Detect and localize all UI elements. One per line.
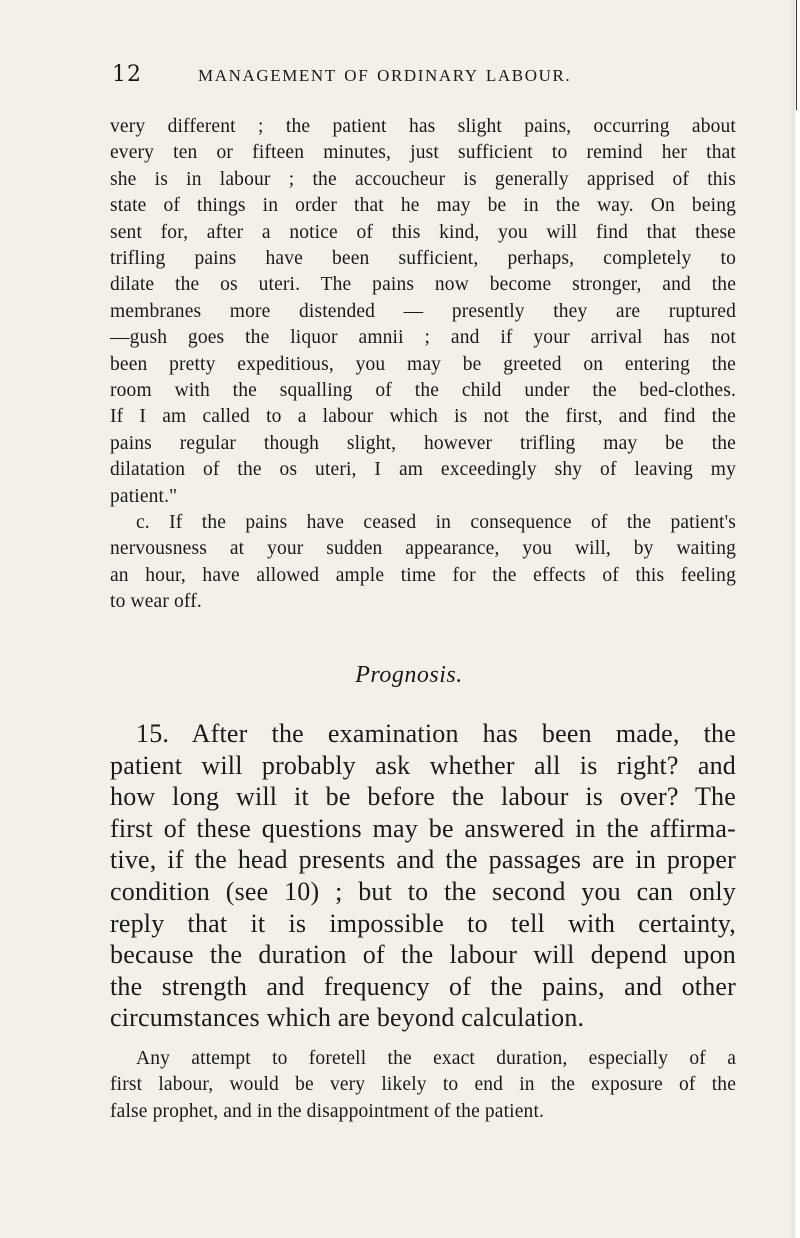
text-line: dilatation of the os uteri, I am exceedingly shy of leaving my bbox=[110, 459, 736, 481]
text-line: how long will it be before the labour is over? The bbox=[110, 782, 736, 812]
text-line: membranes more distended — presently they are ruptured bbox=[110, 300, 736, 322]
text-line: If I am called to a labour which is not the first, and find the bbox=[110, 406, 736, 428]
text-line: pains regular though slight, however trifling may be the bbox=[110, 432, 736, 454]
paragraph-4 bbox=[110, 1046, 736, 1125]
page-number: 12 bbox=[112, 62, 142, 87]
text-line: state of things in order that he may be in the way. On being bbox=[110, 195, 736, 217]
text-line: reply that it is impossible to tell with certainty, bbox=[110, 908, 736, 938]
text-line: —gush goes the liquor amnii ; and if your arrival has not bbox=[110, 327, 736, 349]
paragraph-2 bbox=[110, 510, 736, 616]
text-line: the strength and frequency of the pains, and other bbox=[110, 971, 736, 1001]
text-line: to wear off. bbox=[110, 591, 202, 613]
text-line: circumstances which are beyond calculation. bbox=[110, 1003, 585, 1033]
text-line: very different ; the patient has slight pains, occurring about bbox=[110, 116, 736, 137]
text-line: sent for, after a notice of this kind, you will find that these bbox=[110, 221, 736, 243]
text-line: condition (see 10) ; but to the second you can only bbox=[110, 876, 736, 906]
text-line: 15. After the examination has been made, the bbox=[136, 719, 736, 748]
text-line: c. If the pains have ceased in consequence of the patient's bbox=[136, 512, 736, 533]
text-line: patient will probably ask whether all is right? and bbox=[110, 750, 736, 780]
text-line: an hour, have allowed ample time for the effects of this feeling bbox=[110, 564, 736, 586]
text-line: room with the squalling of the child under the bed-clothes. bbox=[110, 380, 736, 402]
text-line: been pretty expeditious, you may be greeted on entering the bbox=[110, 353, 736, 375]
text-line: tive, if the head presents and the passages are in proper bbox=[110, 845, 736, 875]
text-line: dilate the os uteri. The pains now become stronger, and the bbox=[110, 274, 736, 296]
text-line: patient." bbox=[110, 485, 178, 507]
page-edge bbox=[790, 0, 800, 1238]
text-line: she is in labour ; the accoucheur is generally apprised of this bbox=[110, 168, 736, 190]
text-line: false prophet, and in the disappointment of the patient. bbox=[110, 1100, 545, 1122]
text-line: every ten or fifteen minutes, just sufficient to remind her that bbox=[110, 142, 736, 164]
paragraph-1 bbox=[110, 114, 736, 510]
text-line: first labour, would be very likely to end in the exposure of the bbox=[110, 1074, 736, 1096]
section-heading: Prognosis. bbox=[355, 662, 463, 688]
text-line: nervousness at your sudden appearance, you will, by waiting bbox=[110, 538, 736, 560]
text-line: Any attempt to foretell the exact duration, especially of a bbox=[136, 1048, 736, 1069]
running-title: MANAGEMENT OF ORDINARY LABOUR. bbox=[198, 66, 572, 85]
running-header bbox=[112, 62, 724, 92]
page-edge-line bbox=[796, 0, 797, 110]
text-line: trifling pains have been sufficient, perhaps, completely to bbox=[110, 248, 736, 270]
text-line: first of these questions may be answered in the affirma- bbox=[110, 813, 736, 843]
text-line: because the duration of the labour will depend upon bbox=[110, 940, 736, 970]
paragraph-3 bbox=[110, 718, 736, 1034]
